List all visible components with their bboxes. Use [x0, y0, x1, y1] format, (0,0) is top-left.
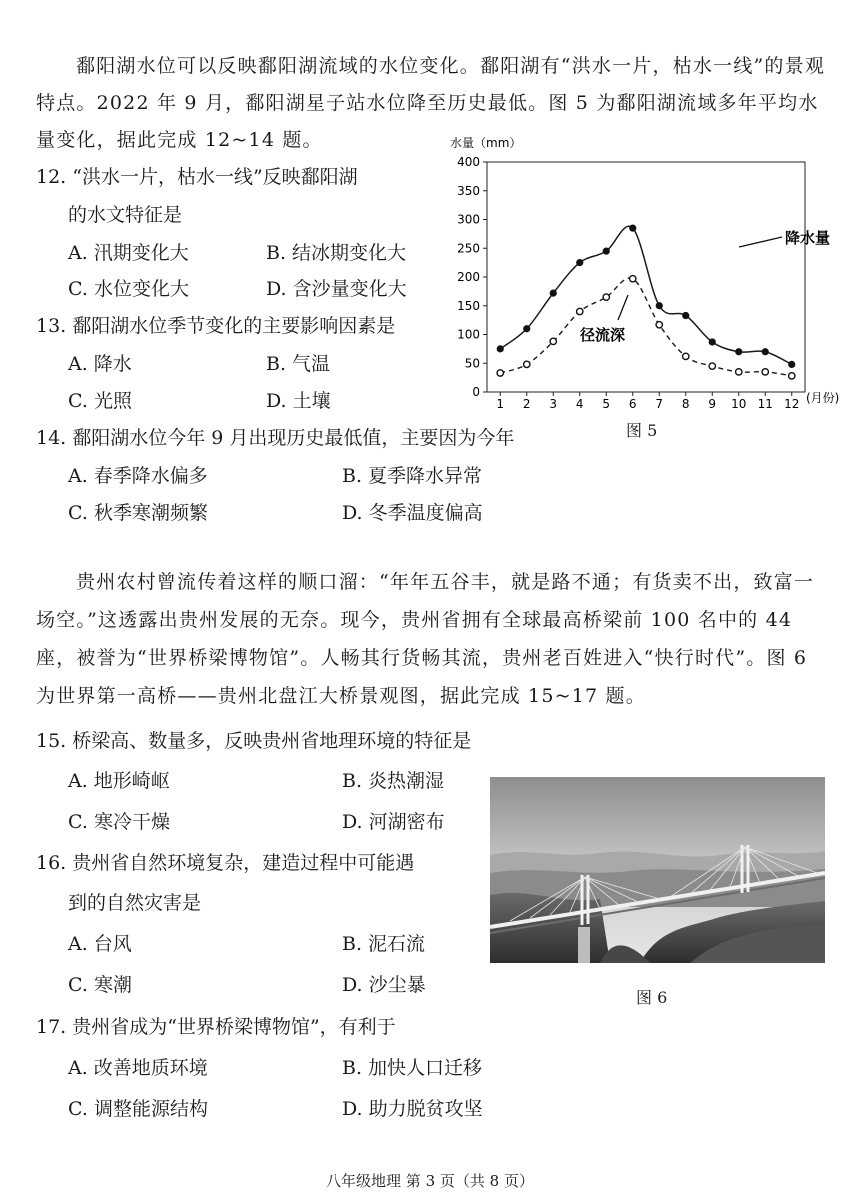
data-point-runoff	[630, 276, 636, 282]
question-12-stem-cont: 的水文特征是	[68, 204, 183, 226]
data-point-precipitation	[656, 302, 663, 309]
q17-option-d: D. 助力脱贫攻坚	[342, 1098, 483, 1120]
q14-option-a: A. 春季降水偏多	[68, 465, 208, 487]
series-line-runoff	[500, 278, 792, 376]
legend-leader-precipitation	[739, 237, 782, 247]
question-14-stem: 14. 鄱阳湖水位今年 9 月出现历史最低值，主要因为今年	[36, 427, 515, 449]
passage-1: 鄱阳湖水位可以反映鄱阳湖流域的水位变化。鄱阳湖有“洪水一片，枯水一线”的景观特点。2022 年 9 月，鄱阳湖星子站水位降至历史最低。图 5 为鄱阳湖流域多年平均水量变化，据此完成 12~14 题。	[36, 55, 826, 151]
q14-option-b: B. 夏季降水异常	[342, 465, 483, 487]
data-point-runoff	[789, 373, 795, 379]
chart-y-axis-label: 水量（mm）	[450, 136, 522, 150]
data-point-runoff	[550, 338, 556, 344]
q12-option-d: D. 含沙量变化大	[266, 278, 407, 300]
data-point-runoff	[497, 370, 503, 376]
q15-option-d: D. 河湖密布	[342, 811, 445, 833]
x-tick-label: 8	[681, 397, 690, 411]
q17-option-a: A. 改善地质环境	[68, 1057, 208, 1079]
figure-6-caption: 图 6	[636, 988, 668, 1007]
x-tick-label: 11	[757, 397, 773, 411]
data-point-precipitation	[603, 248, 610, 255]
x-tick-label: 1	[496, 397, 505, 411]
data-point-runoff	[603, 294, 609, 300]
q15-option-b: B. 炎热潮湿	[342, 770, 445, 792]
q16-option-d: D. 沙尘暴	[342, 974, 426, 996]
q16-option-a: A. 台风	[68, 933, 132, 955]
x-tick-label: 5	[602, 397, 611, 411]
y-tick-label: 100	[457, 327, 480, 342]
q13-option-a: A. 降水	[68, 353, 132, 375]
data-point-precipitation	[523, 325, 530, 332]
data-point-precipitation	[788, 361, 795, 368]
q14-option-d: D. 冬季温度偏高	[342, 502, 483, 524]
q17-option-b: B. 加快人口迁移	[342, 1057, 483, 1079]
series-line-precipitation	[500, 226, 792, 364]
data-point-precipitation	[735, 348, 742, 355]
data-point-precipitation	[682, 312, 689, 319]
q12-option-c: C. 水位变化大	[68, 278, 189, 300]
data-point-runoff	[736, 369, 742, 375]
question-16-stem: 16. 贵州省自然环境复杂，建造过程中可能遇	[36, 852, 415, 874]
x-tick-label: 2	[522, 397, 531, 411]
y-tick-label: 200	[457, 270, 480, 284]
data-point-runoff	[709, 363, 715, 369]
data-point-runoff	[656, 322, 662, 328]
chart-x-axis-label: (月份)	[806, 391, 840, 405]
data-point-runoff	[524, 361, 530, 367]
data-point-precipitation	[497, 345, 504, 352]
q17-option-c: C. 调整能源结构	[68, 1098, 208, 1120]
question-17-stem: 17. 贵州省成为“世界桥梁博物馆”，有利于	[36, 1016, 396, 1038]
legend-leader-runoff	[618, 295, 628, 320]
x-tick-label: 12	[784, 397, 800, 411]
question-12-stem: 12. “洪水一片，枯水一线”反映鄱阳湖	[36, 166, 358, 188]
data-point-runoff	[683, 353, 689, 359]
data-point-precipitation	[550, 290, 557, 297]
data-point-precipitation	[762, 348, 769, 355]
series-label-precipitation: 降水量	[785, 229, 831, 247]
y-tick-label: 150	[457, 298, 480, 313]
x-tick-label: 10	[731, 397, 747, 411]
question-13-stem: 13. 鄱阳湖水位季节变化的主要影响因素是	[36, 315, 396, 337]
x-tick-label: 6	[628, 397, 637, 411]
question-15-stem: 15. 桥梁高、数量多，反映贵州省地理环境的特征是	[36, 730, 472, 752]
q15-option-c: C. 寒冷干燥	[68, 811, 170, 833]
y-tick-label: 300	[457, 212, 480, 227]
figure-5-caption: 图 5	[626, 421, 658, 440]
data-point-precipitation	[576, 259, 583, 266]
series-label-runoff: 径流深	[580, 326, 626, 344]
q13-option-d: D. 土壤	[266, 390, 331, 412]
q15-option-a: A. 地形崎岖	[68, 770, 170, 792]
q13-option-c: C. 光照	[68, 390, 132, 412]
figure-6-bridge-photo	[490, 777, 825, 963]
data-point-precipitation	[709, 338, 716, 345]
q12-option-b: B. 结冰期变化大	[266, 242, 407, 264]
data-point-runoff	[577, 308, 583, 314]
x-tick-label: 4	[575, 397, 584, 411]
question-16-stem-cont: 到的自然灾害是	[68, 892, 202, 914]
q16-option-c: C. 寒潮	[68, 974, 132, 996]
q14-option-c: C. 秋季寒潮频繁	[68, 502, 208, 524]
x-tick-label: 9	[708, 397, 717, 411]
y-tick-label: 250	[457, 241, 480, 256]
q12-option-a: A. 汛期变化大	[68, 242, 189, 264]
q16-option-b: B. 泥石流	[342, 933, 426, 955]
passage-2: 贵州农村曾流传着这样的顺口溜：“年年五谷丰，就是路不通；有货卖不出，致富一场空。”这透露出贵州发展的无奈。现今，贵州省拥有全球最高桥梁前 100 名中的 44 座，被誉为“世界桥梁博物馆”。人畅其行货畅其流，贵州老百姓进入“快行时代”。图 6 为世界第一高桥——贵州北盘江大桥景观图，据此完成 15~17 题。	[36, 571, 815, 707]
x-tick-label: 3	[549, 397, 558, 411]
chart-plot-frame	[487, 162, 805, 392]
y-tick-label: 350	[457, 183, 480, 198]
q13-option-b: B. 气温	[266, 353, 331, 375]
x-tick-label: 7	[655, 397, 664, 411]
data-point-runoff	[762, 369, 768, 375]
data-point-precipitation	[629, 225, 636, 232]
page-footer: 八年级地理 第 3 页（共 8 页）	[326, 1172, 534, 1190]
y-tick-label: 400	[457, 155, 480, 169]
y-tick-label: 50	[464, 356, 480, 371]
y-tick-label: 0	[472, 385, 480, 399]
figure-5-chart	[440, 135, 840, 415]
